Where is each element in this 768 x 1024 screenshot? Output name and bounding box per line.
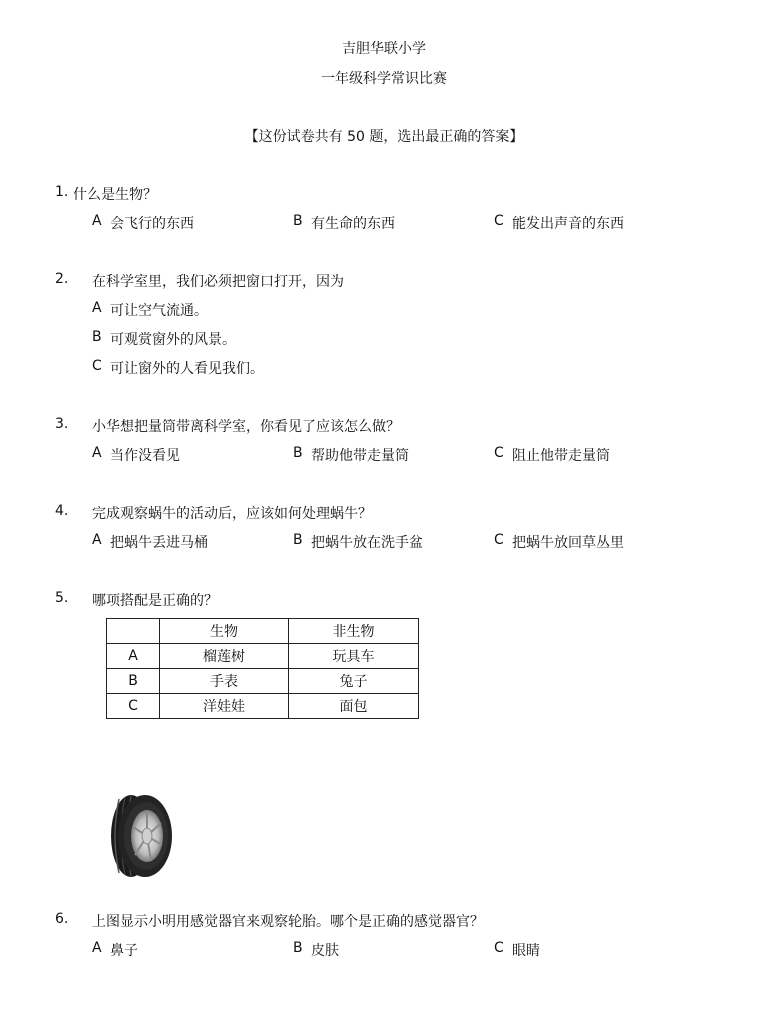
option-letter: C bbox=[494, 445, 504, 461]
table-cell: A bbox=[107, 644, 160, 669]
table-cell: 榴莲树 bbox=[160, 644, 289, 669]
table-cell: 面包 bbox=[289, 694, 419, 719]
table-header-cell bbox=[107, 619, 160, 644]
question-number: 5. bbox=[55, 590, 69, 606]
option-text: 当作没看见 bbox=[110, 448, 180, 464]
option-letter: B bbox=[293, 532, 303, 548]
option-letter: B bbox=[293, 213, 303, 229]
option-letter: A bbox=[92, 445, 102, 461]
table-cell: 玩具车 bbox=[289, 644, 419, 669]
option-letter: A bbox=[92, 213, 102, 229]
option-text: 把蜗牛放在洗手盆 bbox=[311, 535, 423, 551]
option-text: 把蜗牛丢进马桶 bbox=[110, 535, 208, 551]
option-text: 能发出声音的东西 bbox=[512, 216, 624, 232]
option-letter: B bbox=[92, 329, 102, 345]
option-letter: C bbox=[494, 940, 504, 956]
table-cell: C bbox=[107, 694, 160, 719]
option-text: 皮肤 bbox=[311, 943, 339, 959]
question-number: 3. bbox=[55, 416, 69, 432]
option-text: 鼻子 bbox=[110, 943, 138, 959]
option-letter: B bbox=[293, 445, 303, 461]
question-text: 小华想把量筒带离科学室，你看见了应该怎么做？ bbox=[92, 419, 400, 435]
table-row bbox=[107, 669, 419, 694]
question-number: 1. bbox=[55, 184, 69, 200]
option-letter: C bbox=[92, 358, 102, 374]
question-text: 在科学室里，我们必须把窗口打开，因为 bbox=[92, 274, 344, 290]
table-header-cell: 生物 bbox=[160, 619, 289, 644]
question-number: 4. bbox=[55, 503, 69, 519]
option-letter: C bbox=[494, 213, 504, 229]
option-text: 可让空气流通。 bbox=[110, 303, 208, 319]
question-text: 上图显示小明用感觉器官来观察轮胎。哪个是正确的感觉器官？ bbox=[92, 914, 484, 930]
option-text: 把蜗牛放回草丛里 bbox=[512, 535, 624, 551]
option-letter: B bbox=[293, 940, 303, 956]
matching-table bbox=[106, 618, 419, 719]
question-text: 哪项搭配是正确的？ bbox=[92, 593, 218, 609]
option-letter: A bbox=[92, 532, 102, 548]
question-text: 什么是生物？ bbox=[73, 187, 157, 203]
table-cell: 兔子 bbox=[289, 669, 419, 694]
school-name: 吉胆华联小学 bbox=[342, 41, 426, 57]
option-text: 帮助他带走量筒 bbox=[311, 448, 409, 464]
table-cell: 手表 bbox=[160, 669, 289, 694]
option-letter: C bbox=[494, 532, 504, 548]
instruction: 【这份试卷共有 50 题，选出最正确的答案】 bbox=[244, 129, 524, 145]
table-cell: B bbox=[107, 669, 160, 694]
table-row bbox=[107, 694, 419, 719]
question-number: 2. bbox=[55, 271, 69, 287]
table-cell: 洋娃娃 bbox=[160, 694, 289, 719]
question-number: 6. bbox=[55, 911, 69, 927]
table-header-cell: 非生物 bbox=[289, 619, 419, 644]
option-text: 有生命的东西 bbox=[311, 216, 395, 232]
table-header-row bbox=[107, 619, 419, 644]
table-row bbox=[107, 644, 419, 669]
option-text: 会飞行的东西 bbox=[110, 216, 194, 232]
option-text: 阻止他带走量筒 bbox=[512, 448, 610, 464]
tyre-image bbox=[105, 793, 175, 879]
option-text: 可观赏窗外的风景。 bbox=[110, 332, 236, 348]
exam-title: 一年级科学常识比赛 bbox=[321, 71, 447, 87]
option-text: 眼睛 bbox=[512, 943, 540, 959]
question-text: 完成观察蜗牛的活动后，应该如何处理蜗牛？ bbox=[92, 506, 372, 522]
option-letter: A bbox=[92, 940, 102, 956]
option-letter: A bbox=[92, 300, 102, 316]
option-text: 可让窗外的人看见我们。 bbox=[110, 361, 264, 377]
